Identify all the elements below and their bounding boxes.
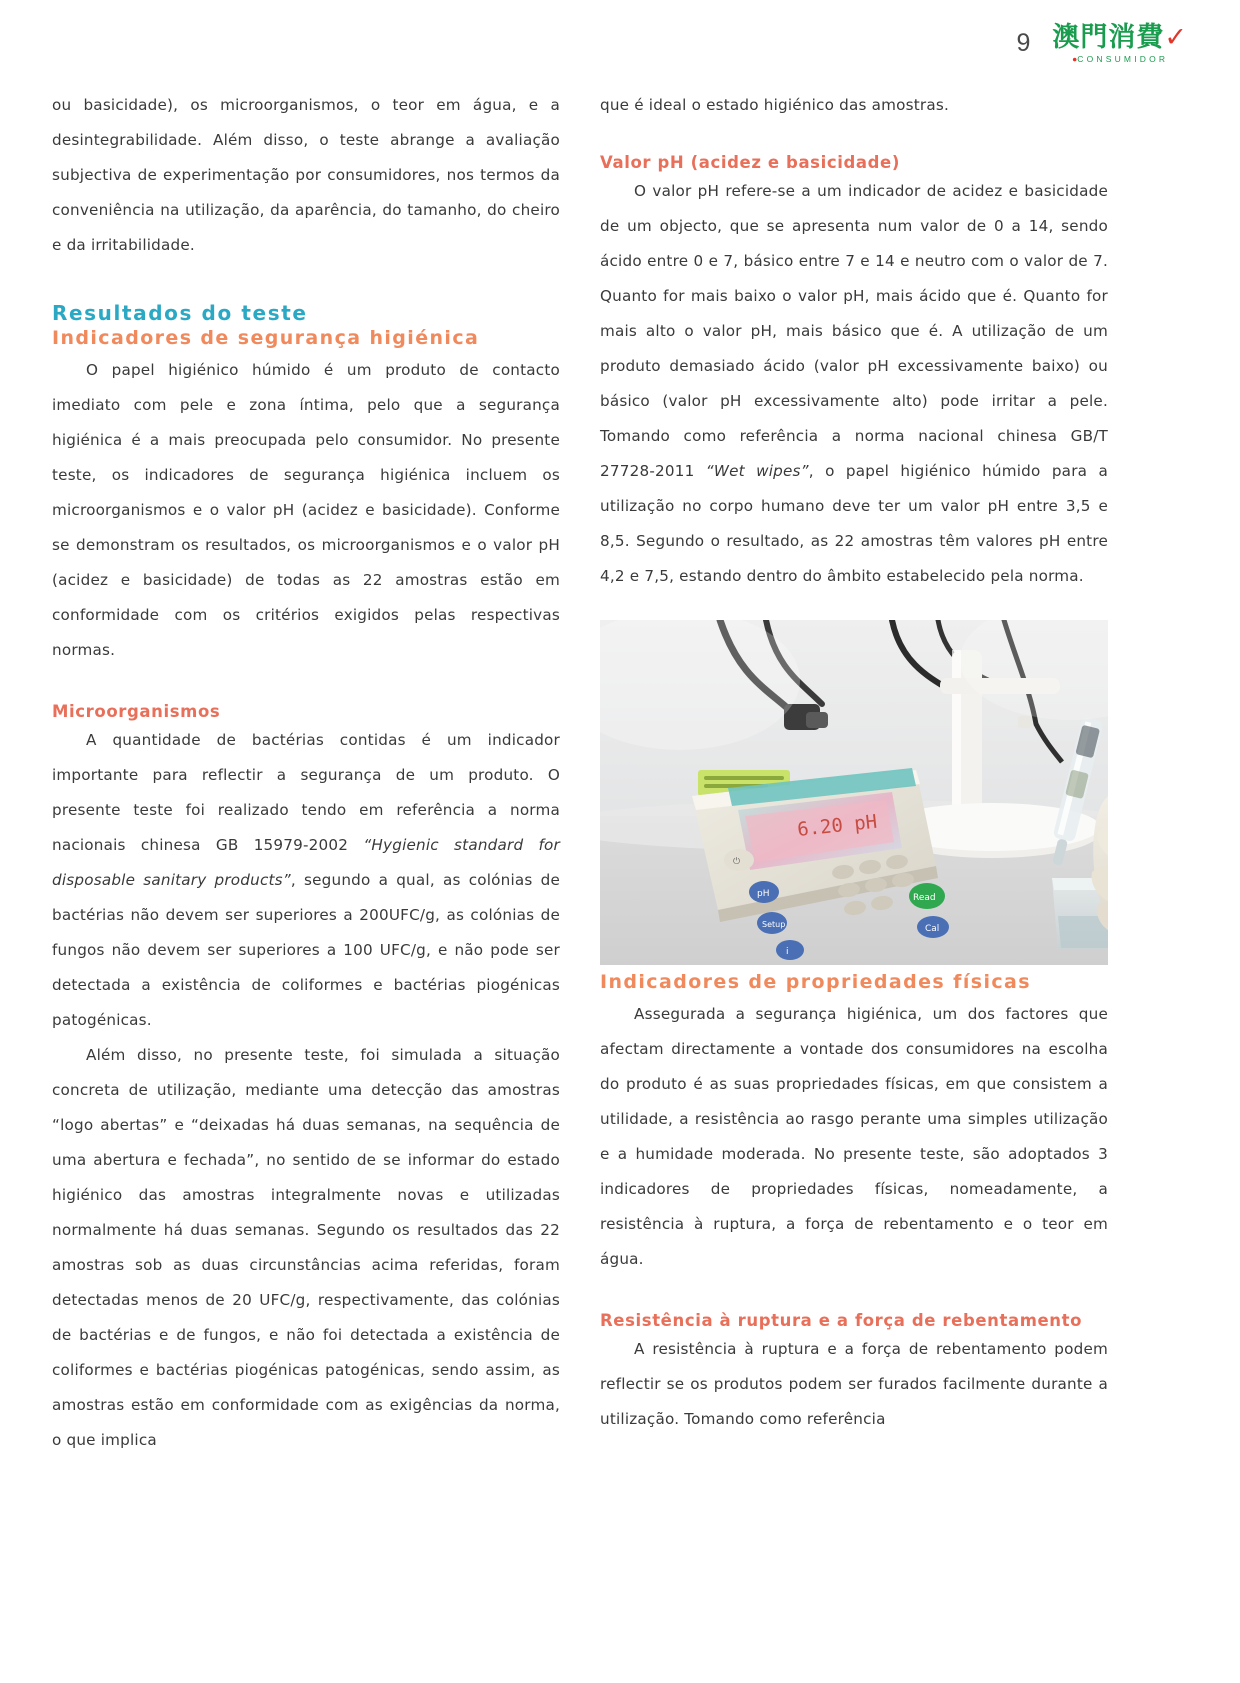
ph-meter-photo (600, 620, 1108, 965)
paragraph-continuation-right: que é ideal o estado higiénico das amostras. (600, 96, 949, 114)
logo-dot-icon: ● (1072, 54, 1078, 64)
logo-chinese-text (1052, 24, 1188, 51)
paragraph-microorganisms-1 (52, 723, 560, 1038)
logo-check-mark: ✓ (1164, 22, 1188, 53)
paragraph-micro-1-part-a: A quantidade de bactérias contidas é um indicador importante para reflectir a segurança de um produto. O presente teste foi realizado tendo em referência a norma nacionais chinesa GB 15979-2002 (52, 731, 560, 854)
paragraph-physical-properties: Assegurada a segurança higiénica, um dos factores que afectam directamente a vontade dos consumidores na escolha do produto é as suas propriedades físicas, em que consistem a utilidade, a resistência ao rasgo perante uma simples utilização e a humidade moderada. No presente teste, são adoptados 3 indicadores de propriedades físicas, nomeadamente, a resistência à ruptura, a força de rebentamento e o teor em água. (600, 1005, 1108, 1268)
svg-text:6.20 pH: 6.20 pH (796, 810, 879, 841)
svg-text:Read: Read (913, 893, 936, 903)
logo-chinese-characters: 澳門消費 (1052, 22, 1165, 53)
page-number: 9 (1016, 29, 1031, 58)
subsection-title-rupture-resistance: Resistência à ruptura e a força de rebentamento (600, 1311, 1083, 1330)
svg-text:⏻: ⏻ (733, 857, 741, 867)
subsection-title-hygiene-indicators: Indicadores de segurança higiénica (52, 327, 480, 349)
paragraph-hygiene: O papel higiénico húmido é um produto de contacto imediato com pele e zona íntima, pelo que a segurança higiénica é a mais preocupada pelo consumidor. No presente teste, os indicadores de segurança higiénica incluem os microorganismos e o valor pH (acidez e basicidade). Conforme se demonstram os resultados, os microorganismos e o valor pH (acidez e basicidade) de todas as 22 amostras estão em conformidade com os critérios exigidos pelas respectivas normas. (52, 361, 560, 659)
right-column (600, 88, 1108, 1437)
paragraph-rupture-resistance: A resistência à ruptura e a força de rebentamento podem reflectir se os produtos podem ser furados facilmente durante a utilização. Tomando como referência (600, 1340, 1108, 1428)
svg-text:pH: pH (757, 889, 770, 899)
svg-text:Cal: Cal (925, 924, 940, 934)
page-header (1016, 24, 1188, 64)
subsection-title-microorganisms: Microorganismos (52, 702, 221, 721)
paragraph-micro-1-part-b: , segundo a qual, as colónias de bactérias não devem ser superiores a 200UFC/g, as colónias de fungos não devem ser superiores a 100 UFC/g, e não pode ser detectada a existência de coliformes e bactérias piogénicas patogénicas. (52, 871, 561, 1029)
logo-subtitle (1072, 55, 1168, 64)
subsection-title-ph-value: Valor pH (acidez e basicidade) (600, 153, 900, 172)
paragraph-ph-part-b: , o papel higiénico húmido para a utilização no corpo humano deve ter um valor pH entre 3,5 e 8,5. Segundo o resultado, as 22 amostras têm valores pH entre 4,2 e 7,5, estando dentro do âmbito estabelecido pela norma. (600, 462, 1108, 585)
standard-name-italic-wet-wipes: “Wet wipes” (705, 462, 809, 480)
svg-text:i: i (786, 947, 789, 957)
subsection-title-physical-properties: Indicadores de propriedades físicas (600, 971, 1031, 993)
paragraph-ph-part-a: O valor pH refere-se a um indicador de acidez e basicidade de um objecto, que se apresenta num valor de 0 a 14, sendo ácido entre 0 e 7, básico entre 7 e 14 e neutro com o valor de 7. Quanto for mais baixo o valor pH, mais ácido que é. Quanto for mais alto o valor pH, mais básico que é. A utilização de um produto demasiado ácido (valor pH excessivamente baixo) ou básico (valor pH excessivamente alto) pode irritar a pele. Tomando como referência a norma nacional chinesa GB/T 27728-2011 (600, 182, 1108, 480)
logo-subtitle-text: CONSUMIDOR (1077, 54, 1169, 64)
ph-meter-photo-graphic (600, 620, 1108, 965)
paragraph-continuation-left: ou basicidade), os microorganismos, o teor em água, e a desintegrabilidade. Além disso, o teste abrange a avaliação subjectiva de experimentação por consumidores, nos termos da conveniência na utilização, da aparência, do tamanho, do cheiro e da irritabilidade. (52, 96, 560, 254)
section-title-results: Resultados do teste (52, 301, 308, 325)
paragraph-ph (600, 174, 1108, 594)
svg-text:Setup: Setup (762, 920, 786, 929)
paragraph-microorganisms-2: Além disso, no presente teste, foi simulada a situação concreta de utilização, mediante uma detecção das amostras “logo abertas” e “deixadas há duas semanas, na sequência de uma abertura e fechada”, no sentido de se informar do estado higiénico das amostras integralmente novas e utilizadas normalmente há duas semanas. Segundo os resultados das 22 amostras sob as duas circunstâncias acima referidas, foram detectadas menos de 20 UFC/g, respectivamente, das colónias de bactérias e de fungos, e não foi detectada a existência de coliformes e bactérias piogénicas patogénicas, sendo assim, as amostras estão em conformidade com as exigências da norma, o que implica (52, 1046, 560, 1449)
left-column (52, 88, 560, 1458)
standard-name-italic-hygienic: “Hygienic standard for disposable sanitary products” (52, 836, 560, 889)
publication-logo (1052, 24, 1188, 64)
